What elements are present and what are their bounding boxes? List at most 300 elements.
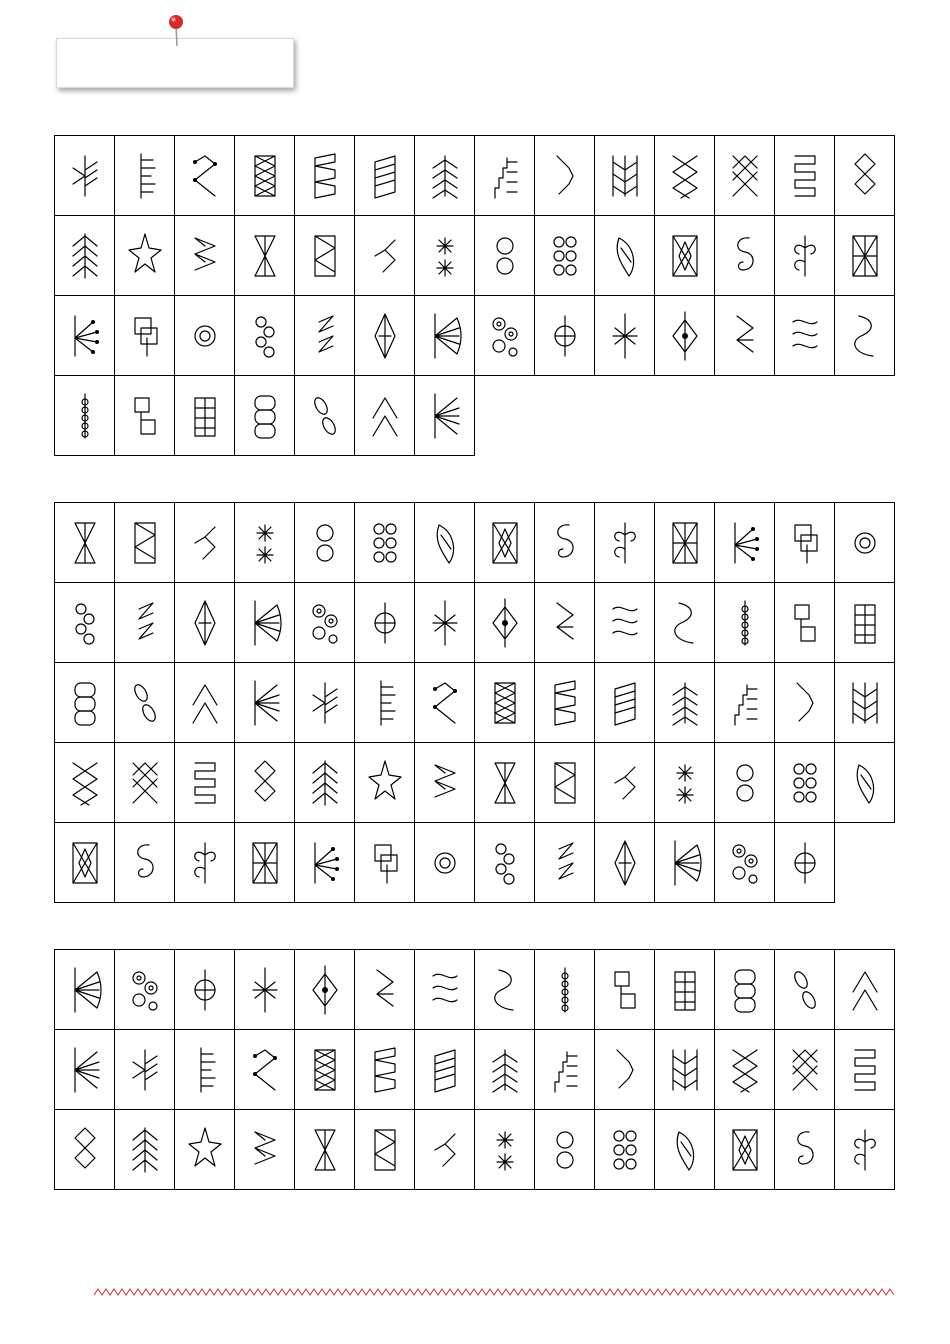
lily-icon <box>365 755 405 811</box>
twist-solid-icon <box>125 595 165 651</box>
stitch-cell <box>175 950 235 1030</box>
stitch-cell <box>835 503 895 583</box>
wave-box-icon <box>785 148 825 204</box>
stitch-cell <box>175 743 235 823</box>
square-spiral-icon <box>125 308 165 364</box>
stitch-cell <box>55 583 115 663</box>
arc-band-icon <box>245 675 285 731</box>
stitch-cell <box>715 743 775 823</box>
stitch-cell <box>475 1030 535 1110</box>
tractor-icon <box>665 962 705 1018</box>
stitch-cell <box>475 823 535 903</box>
stitch-cell <box>115 743 175 823</box>
stitch-cell <box>835 1030 895 1110</box>
car-side-icon <box>125 1042 165 1098</box>
stitch-cell <box>535 743 595 823</box>
stitch-cell <box>655 296 715 376</box>
stitch-cell <box>595 823 655 903</box>
stitch-cell <box>595 583 655 663</box>
stitch-cell <box>295 216 355 296</box>
wavy-lines-icon <box>785 308 825 364</box>
fishbone-icon <box>785 675 825 731</box>
bubbles-icon <box>485 308 525 364</box>
stitch-cell <box>175 583 235 663</box>
starburst-icon <box>425 228 465 284</box>
leaf-diamond-icon <box>185 835 225 891</box>
stitch-cell <box>655 663 715 743</box>
coil-icon <box>665 835 705 891</box>
arc-icon <box>665 595 705 651</box>
stitch-cell <box>235 296 295 376</box>
stitch-cell <box>175 216 235 296</box>
stitch-cell <box>475 1110 535 1190</box>
stitch-cell <box>355 376 415 456</box>
stitch-cell <box>535 583 595 663</box>
stitch-cell <box>355 296 415 376</box>
zigzag-bold-icon <box>185 675 225 731</box>
diamond-arrow-icon <box>425 595 465 651</box>
stitch-cell <box>235 1110 295 1190</box>
stitch-cell <box>535 950 595 1030</box>
stitch-cell <box>715 663 775 743</box>
stitch-cell <box>715 1030 775 1110</box>
s-curve-icon <box>125 755 165 811</box>
stitch-cell <box>835 216 895 296</box>
train-icon <box>305 1122 345 1178</box>
horse-icon <box>845 1122 885 1178</box>
stitch-cell <box>775 296 835 376</box>
greek-cross-icon <box>365 675 405 731</box>
step-line-icon <box>545 515 585 571</box>
footer-zigzag-line <box>94 1287 894 1297</box>
step-comb-right-icon <box>425 515 465 571</box>
stitch-cell <box>295 823 355 903</box>
stitch-cell <box>715 1110 775 1190</box>
arrow-leaf-icon <box>245 835 285 891</box>
stitch-cell <box>715 216 775 296</box>
stitch-cell <box>475 296 535 376</box>
half-moon-icon <box>785 835 825 891</box>
stitch-cell <box>175 823 235 903</box>
stitch-cell <box>715 950 775 1030</box>
hedgehog-icon <box>185 962 225 1018</box>
spike-chevron-icon <box>365 228 405 284</box>
chain-link-icon <box>245 388 285 444</box>
chevron-tree-icon <box>65 228 105 284</box>
swirl-solid-icon <box>65 595 105 651</box>
heart-arrow-icon <box>725 515 765 571</box>
curl-pair-icon <box>785 595 825 651</box>
triangle-zigzag-icon <box>725 308 765 364</box>
duck-icon <box>485 1042 525 1098</box>
stitch-cell <box>175 376 235 456</box>
stitch-cell <box>715 583 775 663</box>
stitch-cell <box>55 1030 115 1110</box>
stitch-cell <box>655 503 715 583</box>
greek-key-icon <box>425 675 465 731</box>
stitch-cell <box>55 823 115 903</box>
cat-running-icon <box>185 1122 225 1178</box>
diamond-x-icon <box>665 228 705 284</box>
stitch-cell <box>295 583 355 663</box>
ladder-box-icon <box>125 515 165 571</box>
diamond-weave-icon <box>845 148 885 204</box>
stitch-cell <box>55 1110 115 1190</box>
stitch-cell <box>235 663 295 743</box>
star-icon <box>365 962 405 1018</box>
stitch-cell <box>835 1110 895 1190</box>
stitch-cell <box>295 1110 355 1190</box>
fan-rays-icon <box>425 308 465 364</box>
stitch-cell <box>655 743 715 823</box>
butterfly-icon <box>425 1042 465 1098</box>
oval-diamond-icon <box>845 755 885 811</box>
step-curve-icon <box>605 515 645 571</box>
stitch-cell <box>775 136 835 216</box>
stitch-cell <box>355 823 415 903</box>
stitch-cell <box>835 743 895 823</box>
stitch-cell <box>775 823 835 903</box>
stitch-cell <box>175 1110 235 1190</box>
stitch-cell <box>595 663 655 743</box>
stitch-cell <box>595 1110 655 1190</box>
stitch-cell <box>415 583 475 663</box>
stitch-cell <box>235 583 295 663</box>
stitch-cell <box>535 136 595 216</box>
stitch-cell <box>835 663 895 743</box>
diamond-cross-icon <box>365 595 405 651</box>
fan-fern-icon <box>65 308 105 364</box>
stitch-cell <box>115 136 175 216</box>
step-comb-icon <box>365 515 405 571</box>
stitch-cell <box>475 503 535 583</box>
stitch-cell <box>115 1030 175 1110</box>
fork-icon <box>485 595 525 651</box>
zigzag-line-icon <box>545 148 585 204</box>
stair-zigzag-icon <box>545 675 585 731</box>
vertical-line-icon <box>785 515 825 571</box>
bead-chain-icon <box>245 308 285 364</box>
stitch-cell <box>235 743 295 823</box>
step-slant-icon <box>305 148 345 204</box>
stitch-cell <box>775 1110 835 1190</box>
stitch-cell <box>295 503 355 583</box>
sun-moon-icon <box>665 1122 705 1178</box>
umbrella-icon <box>365 1042 405 1098</box>
stitch-cell <box>235 823 295 903</box>
stitch-cell <box>775 583 835 663</box>
stitch-cell <box>415 216 475 296</box>
star-zigzag-icon <box>845 675 885 731</box>
comb-triangle-icon <box>305 515 345 571</box>
chevron-stack-icon <box>725 675 765 731</box>
bird-icon <box>605 1042 645 1098</box>
candle-icon <box>605 962 645 1018</box>
stitch-cell <box>655 1110 715 1190</box>
chevron-ladder-icon <box>485 755 525 811</box>
stitch-cell <box>295 663 355 743</box>
diamond-x-chain-icon <box>425 835 465 891</box>
stitch-cell <box>415 503 475 583</box>
arc-comb-icon <box>845 595 885 651</box>
flower-basket-icon <box>425 962 465 1018</box>
stitch-cell <box>55 743 115 823</box>
stitch-cell <box>535 1030 595 1110</box>
fish-icon <box>545 1042 585 1098</box>
s-wiggle-icon <box>545 755 585 811</box>
feather-v-icon <box>605 595 645 651</box>
stitch-cell <box>115 296 175 376</box>
lizard-icon <box>725 1042 765 1098</box>
castle-icon <box>185 1042 225 1098</box>
orb-cross-icon <box>545 308 585 364</box>
stitch-cell <box>295 743 355 823</box>
duckling-icon <box>305 962 345 1018</box>
asterisk-icon <box>665 515 705 571</box>
stitch-cell <box>55 296 115 376</box>
baby-bottle-icon <box>65 962 105 1018</box>
stitch-cell <box>175 503 235 583</box>
x-chain-icon <box>305 835 345 891</box>
surfboard-icon <box>65 1042 105 1098</box>
circle-cross-icon <box>605 835 645 891</box>
stitch-cell <box>655 950 715 1030</box>
stitch-grid-motifs <box>54 949 895 1190</box>
feather-fern-icon <box>65 148 105 204</box>
lamp-icon <box>605 1122 645 1178</box>
flower-stem-icon <box>185 755 225 811</box>
stitch-cell <box>115 216 175 296</box>
flower-stalk-icon <box>665 1042 705 1098</box>
stitch-cell <box>175 1030 235 1110</box>
pinwheel-icon <box>185 595 225 651</box>
stitch-cell <box>415 376 475 456</box>
triangle-chain-icon <box>425 755 465 811</box>
bead-flower-icon <box>305 755 345 811</box>
stitch-cell <box>55 216 115 296</box>
stitch-cell <box>595 950 655 1030</box>
stitch-cell <box>235 136 295 216</box>
airplane-icon <box>485 1122 525 1178</box>
hook-curve-icon <box>725 595 765 651</box>
arrow-tree-icon <box>485 835 525 891</box>
zigzag-solid-icon <box>245 515 285 571</box>
grid-diamond-icon <box>845 228 885 284</box>
stitch-cell <box>115 583 175 663</box>
ladder-line-icon <box>665 675 705 731</box>
crown-icon <box>245 1122 285 1178</box>
truck-icon <box>845 962 885 1018</box>
comb-ladder-icon <box>125 148 165 204</box>
square-step-icon <box>125 388 165 444</box>
stitch-cell <box>55 503 115 583</box>
stitch-cell <box>55 376 115 456</box>
spiral-double-icon <box>725 755 765 811</box>
bicycle-icon <box>785 962 825 1018</box>
stitch-cell <box>415 663 475 743</box>
stitch-cell <box>595 1030 655 1110</box>
double-circle-icon <box>485 228 525 284</box>
stitch-cell <box>355 950 415 1030</box>
stitch-cell <box>175 136 235 216</box>
stitch-cell <box>475 663 535 743</box>
stitch-cell <box>835 136 895 216</box>
stitch-cell <box>355 216 415 296</box>
cross-chain-icon <box>65 515 105 571</box>
zigzag-v-icon <box>545 595 585 651</box>
squirrel-icon <box>785 1122 825 1178</box>
chevron-fill-icon <box>185 515 225 571</box>
giraffe-icon <box>425 1122 465 1178</box>
stitch-cell <box>235 950 295 1030</box>
stitch-cell <box>115 823 175 903</box>
stitch-cell <box>595 503 655 583</box>
comb-arc-icon <box>125 675 165 731</box>
bead-column-icon <box>65 388 105 444</box>
stitch-cell <box>775 950 835 1030</box>
stitch-grid-decorative <box>54 135 895 456</box>
flower-chain-icon <box>245 755 285 811</box>
stitch-cell <box>475 950 535 1030</box>
stitch-cell <box>655 136 715 216</box>
feather-spike-icon <box>65 755 105 811</box>
rattle-icon <box>125 962 165 1018</box>
stitch-cell <box>355 583 415 663</box>
stitch-cell <box>55 136 115 216</box>
loop-chain-icon <box>725 835 765 891</box>
stitch-cell <box>715 136 775 216</box>
stitch-cell <box>355 136 415 216</box>
double-oval-icon <box>485 515 525 571</box>
zigzag-bar-icon <box>605 675 645 731</box>
stitch-cell <box>295 136 355 216</box>
stitch-cell <box>835 583 895 663</box>
honeycomb-icon <box>545 228 585 284</box>
feather-chevron-icon <box>605 148 645 204</box>
stitch-cell <box>475 743 535 823</box>
diamond-lens-icon <box>365 308 405 364</box>
robot-icon <box>245 1042 285 1098</box>
teddy-bear-icon <box>245 962 285 1018</box>
stitch-cell <box>115 376 175 456</box>
bracket-box-icon <box>65 675 105 731</box>
stitch-cell <box>535 216 595 296</box>
stitch-cell <box>115 663 175 743</box>
s-scroll-icon <box>725 228 765 284</box>
stitch-cell <box>535 663 595 743</box>
stitch-cell <box>535 296 595 376</box>
stitch-cell <box>775 743 835 823</box>
stitch-cell <box>415 823 475 903</box>
x-leaf-icon <box>365 835 405 891</box>
stitch-cell <box>355 663 415 743</box>
stitch-cell <box>235 216 295 296</box>
plant-icon <box>365 1122 405 1178</box>
star-flower-icon <box>125 228 165 284</box>
hot-air-balloon-icon <box>545 962 585 1018</box>
stitch-cell <box>475 583 535 663</box>
car-icon <box>725 962 765 1018</box>
stitch-cell <box>415 1110 475 1190</box>
stitch-cell <box>355 1110 415 1190</box>
stitch-cell <box>355 503 415 583</box>
stitch-cell <box>475 216 535 296</box>
stitch-cell <box>775 663 835 743</box>
stitch-cell <box>415 296 475 376</box>
stitch-cell <box>775 503 835 583</box>
stitch-cell <box>115 1110 175 1190</box>
wave-icon <box>845 308 885 364</box>
stitch-cell <box>295 1030 355 1110</box>
stitch-cell <box>415 1030 475 1110</box>
stitch-cell <box>355 743 415 823</box>
leaf-arrow-icon <box>125 835 165 891</box>
step-ladder-icon <box>485 148 525 204</box>
diamond-lattice-icon <box>725 148 765 204</box>
sparkle-diamond-icon <box>605 308 645 364</box>
arrow-diamond-icon <box>785 755 825 811</box>
cat-icon <box>785 1042 825 1098</box>
zigzag-square-icon <box>245 595 285 651</box>
tractor-small-icon <box>845 1042 885 1098</box>
arrows-cross-icon <box>305 595 345 651</box>
stitch-cell <box>535 823 595 903</box>
stitch-grid-patterns <box>54 502 895 903</box>
stitch-cell <box>55 663 115 743</box>
arrow-loop-icon <box>185 148 225 204</box>
bear-icon <box>485 962 525 1018</box>
lattice-icon <box>665 148 705 204</box>
zigzag-hatch-icon <box>245 148 285 204</box>
dolphin-icon <box>125 1122 165 1178</box>
stitch-cell <box>415 136 475 216</box>
stitch-cell <box>235 1030 295 1110</box>
double-chevron-icon <box>185 228 225 284</box>
stitch-cell <box>415 743 475 823</box>
oval-chain-icon <box>305 388 345 444</box>
push-pin-icon <box>164 12 188 48</box>
stitch-cell <box>595 216 655 296</box>
dog-icon <box>65 1122 105 1178</box>
stitch-cell <box>835 950 895 1030</box>
sailboat-icon <box>545 1122 585 1178</box>
house-flag-icon <box>725 1122 765 1178</box>
stitch-cell <box>295 296 355 376</box>
stitch-cell <box>595 743 655 823</box>
stitch-cell <box>715 296 775 376</box>
stitch-cell <box>355 1030 415 1110</box>
stitch-cell <box>175 296 235 376</box>
step-zigzag-icon <box>485 675 525 731</box>
stitch-cell <box>655 216 715 296</box>
rose-icon <box>185 308 225 364</box>
box-ladder-icon <box>185 388 225 444</box>
stitch-cell <box>775 216 835 296</box>
house-icon <box>305 1042 345 1098</box>
stitch-cell <box>715 823 775 903</box>
spiral-icon <box>665 755 705 811</box>
stitch-cell <box>775 1030 835 1110</box>
arrow-star-icon <box>65 835 105 891</box>
stitch-cell <box>655 583 715 663</box>
diamond-dot-icon <box>665 308 705 364</box>
stitch-cell <box>595 296 655 376</box>
feather-corner-icon <box>545 835 585 891</box>
cross-hatch-icon <box>245 228 285 284</box>
stitch-cell <box>655 823 715 903</box>
stitch-cell <box>715 503 775 583</box>
stitch-cell <box>655 1030 715 1110</box>
